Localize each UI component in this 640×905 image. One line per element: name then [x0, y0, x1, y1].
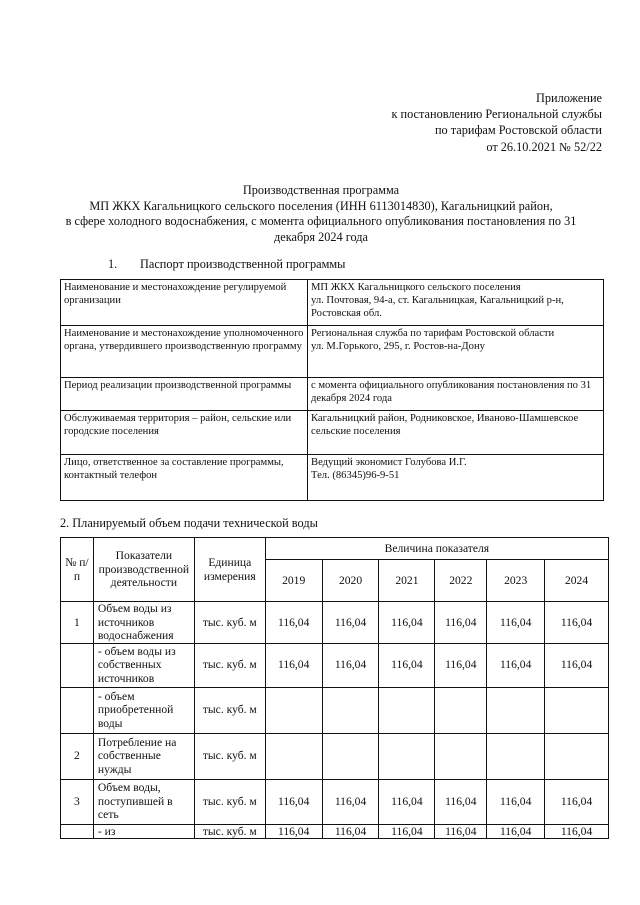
document-title	[40, 183, 602, 245]
table-row	[61, 779, 609, 824]
passport-label: Лицо, ответственное за составление программы, контактный телефон	[61, 455, 308, 501]
row-value: 116,04	[265, 602, 322, 644]
row-num	[61, 687, 94, 733]
row-indicator: - из	[93, 824, 194, 839]
row-value: 116,04	[487, 824, 545, 839]
year-header: 2023	[487, 560, 545, 602]
row-unit: тыс. куб. м	[194, 733, 265, 779]
passport-label: Обслуживаемая территория – район, сельские или городские поселения	[61, 411, 308, 455]
year-header: 2021	[379, 560, 435, 602]
row-value	[545, 733, 609, 779]
row-value: 116,04	[487, 643, 545, 687]
passport-value	[308, 326, 604, 378]
row-value: 116,04	[545, 643, 609, 687]
row-num: 3	[61, 779, 94, 824]
table-row	[61, 824, 609, 839]
row-indicator: - объем приобретенной воды	[93, 687, 194, 733]
row-value	[322, 733, 379, 779]
passport-value	[308, 280, 604, 326]
row-value	[435, 733, 487, 779]
title-line-3: в сфере холодного водоснабжения, с момента официального опубликования постановления по 31	[65, 214, 577, 228]
row-value: 116,04	[322, 824, 379, 839]
row-value	[265, 733, 322, 779]
appendix-line-2: к постановлению Региональной службы	[391, 107, 602, 122]
row-value: 116,04	[487, 779, 545, 824]
passport-value-line: с момента официального опубликования постановления по 31 декабря 2024 года	[311, 380, 592, 404]
row-value	[379, 687, 435, 733]
row-unit: тыс. куб. м	[194, 779, 265, 824]
title-line-4: декабря 2024 года	[273, 229, 368, 244]
header-unit: Единица измерения	[194, 538, 265, 602]
table-row	[61, 687, 609, 733]
section-1-number: 1.	[108, 257, 118, 271]
row-unit: тыс. куб. м	[194, 602, 265, 644]
row-value: 116,04	[322, 643, 379, 687]
row-value	[379, 733, 435, 779]
row-num: 2	[61, 733, 94, 779]
row-value: 116,04	[487, 602, 545, 644]
passport-row	[61, 378, 604, 411]
appendix-header	[391, 90, 602, 155]
passport-value-line: ул. Почтовая, 94-а, ст. Кагальницкая, Кагальницкий р-н, Ростовская обл.	[311, 295, 564, 319]
section-1-title: Паспорт производственной программы	[140, 257, 346, 271]
title-line-2: МП ЖКХ Кагальницкого сельского поселения (ИНН 6113014830), Кагальницкий район,	[89, 198, 553, 213]
row-value: 116,04	[435, 779, 487, 824]
row-value: 116,04	[265, 779, 322, 824]
passport-value-line: МП ЖКХ Кагальницкого сельского поселения	[311, 282, 521, 293]
row-value: 116,04	[322, 602, 379, 644]
header-num: № п/п	[61, 538, 94, 602]
row-unit: тыс. куб. м	[194, 687, 265, 733]
row-value: 116,04	[545, 602, 609, 644]
row-value: 116,04	[322, 779, 379, 824]
table-row	[61, 733, 609, 779]
row-value	[487, 733, 545, 779]
passport-label: Наименование и местонахождение регулируемой организации	[61, 280, 308, 326]
section-2-heading: 2. Планируемый объем подачи технической воды	[60, 516, 318, 530]
year-header: 2022	[435, 560, 487, 602]
header-indicator: Показатели производственной деятельности	[93, 538, 194, 602]
passport-table	[60, 279, 604, 501]
passport-value-line: Региональная служба по тарифам Ростовской области	[311, 328, 555, 339]
appendix-line-3: по тарифам Ростовской области	[434, 123, 602, 138]
passport-label: Наименование и местонахождение уполномоченного органа, утвердившего производственную программу	[61, 326, 308, 378]
row-value	[265, 687, 322, 733]
appendix-line-4: от 26.10.2021 № 52/22	[486, 139, 602, 154]
passport-label: Период реализации производственной программы	[61, 378, 308, 411]
row-value: 116,04	[545, 779, 609, 824]
header-row	[61, 538, 609, 560]
row-value	[435, 687, 487, 733]
passport-row	[61, 455, 604, 501]
row-num	[61, 824, 94, 839]
volume-table	[60, 537, 609, 839]
row-value: 116,04	[435, 643, 487, 687]
row-num: 1	[61, 602, 94, 644]
row-value: 116,04	[435, 602, 487, 644]
passport-value-line: Тел. (86345)96-9-51	[311, 470, 400, 481]
row-indicator: Объем воды, поступившей в сеть	[93, 779, 194, 824]
year-header: 2020	[322, 560, 379, 602]
row-value: 116,04	[379, 824, 435, 839]
row-value: 116,04	[545, 824, 609, 839]
row-unit: тыс. куб. м	[194, 824, 265, 839]
row-value	[545, 687, 609, 733]
row-unit: тыс. куб. м	[194, 643, 265, 687]
row-value: 116,04	[379, 602, 435, 644]
year-header: 2019	[265, 560, 322, 602]
row-indicator: Потребление на собственные нужды	[93, 733, 194, 779]
section-1-heading	[108, 257, 345, 272]
row-value: 116,04	[379, 643, 435, 687]
row-indicator: - объем воды из собственных источников	[93, 643, 194, 687]
passport-row	[61, 411, 604, 455]
passport-row	[61, 326, 604, 378]
row-indicator: Объем воды из источников водоснабжения	[93, 602, 194, 644]
passport-value-line: Ведущий экономист Голубова И.Г.	[311, 457, 467, 468]
row-value	[487, 687, 545, 733]
row-value: 116,04	[379, 779, 435, 824]
passport-value-line: Кагальницкий район, Родниковское, Иваново-Шамшевское сельские поселения	[311, 413, 579, 437]
passport-value	[308, 378, 604, 411]
row-value: 116,04	[435, 824, 487, 839]
row-num	[61, 643, 94, 687]
row-value	[322, 687, 379, 733]
title-line-1: Производственная программа	[242, 183, 400, 197]
appendix-line-1: Приложение	[536, 91, 602, 105]
year-header: 2024	[545, 560, 609, 602]
row-value: 116,04	[265, 643, 322, 687]
passport-row	[61, 280, 604, 326]
table-row	[61, 602, 609, 644]
table-row	[61, 643, 609, 687]
passport-value	[308, 455, 604, 501]
header-value: Величина показателя	[265, 538, 608, 560]
row-value: 116,04	[265, 824, 322, 839]
passport-value	[308, 411, 604, 455]
passport-value-line: ул. М.Горького, 295, г. Ростов-на-Дону	[311, 341, 485, 352]
